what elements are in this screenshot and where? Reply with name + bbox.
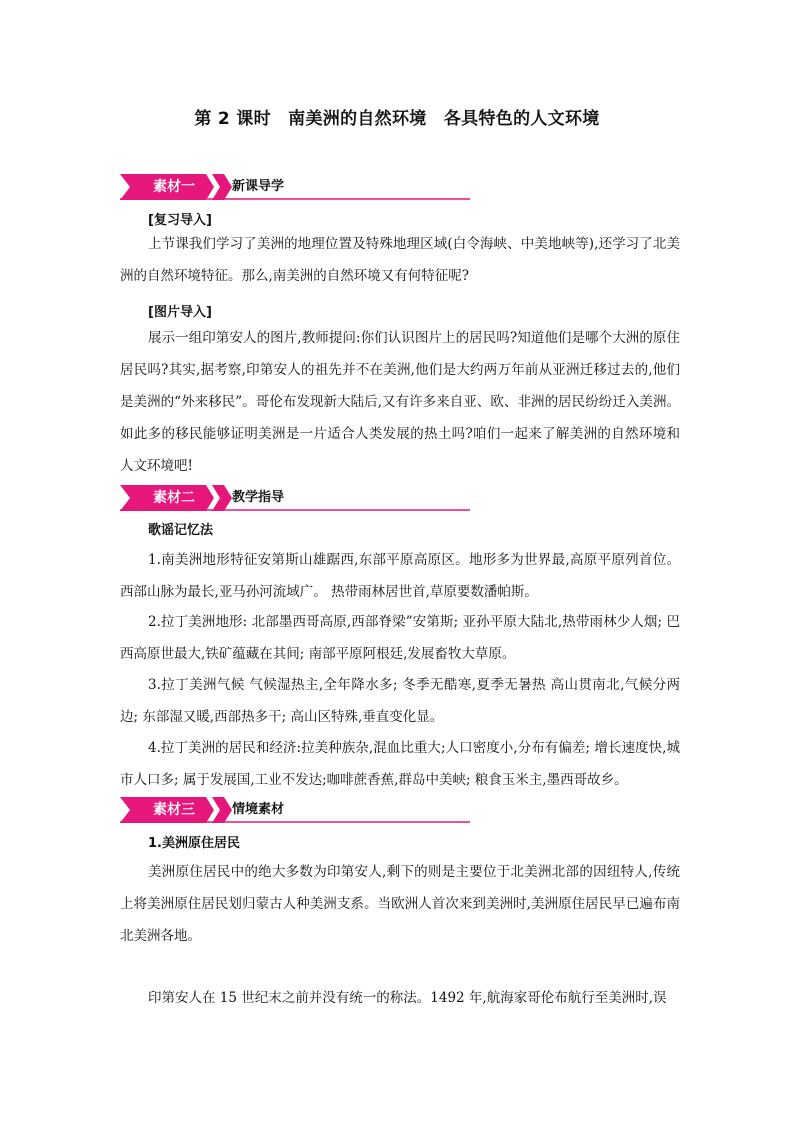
subhead-review-intro: [复习导入] bbox=[148, 213, 212, 228]
paragraph: 2.拉丁美洲地形: 北部墨西哥高原,西部脊梁”安第斯; 亚孙平原大陆北,热带雨林少人烟; 巴西高原世最大,铁矿蕴藏在其间; 南部平原阿根廷,发展畜牧大草原。 bbox=[120, 614, 680, 662]
section-heading: 新课导学 bbox=[232, 179, 285, 194]
paragraph: 印第安人在 15 世纪末之前并没有统一的称法。1492 年,航海家哥伦布航行至美洲时,误 bbox=[148, 990, 667, 1006]
section-heading: 情境素材 bbox=[232, 802, 285, 817]
section-banner-1 bbox=[120, 174, 680, 200]
subhead-native-residents: 1.美洲原住居民 bbox=[148, 836, 240, 851]
paragraph: 展示一组印第安人的图片,教师提问:你们认识图片上的居民吗?知道他们是哪个大洲的原住居民吗?其实,据考察,印第安人的祖先并不在美洲,他们是大约两万年前从亚洲迁移过去的,他们是美洲的“外来移民”。哥伦布发现新大陆后,又有许多来自亚、欧、非洲的居民纷纷迁入美洲。如此多的移民能够证明美洲是一片适合人类发展的热土吗?咱们一起来了解美洲的自然环境和人文环境吧! bbox=[120, 330, 680, 474]
section-tag: 素材二 bbox=[153, 490, 195, 506]
subhead-picture-intro: [图片导入] bbox=[148, 305, 212, 320]
section-tag: 素材三 bbox=[153, 802, 195, 818]
section-heading: 教学指导 bbox=[232, 490, 285, 505]
paragraph: 1.南美洲地形特征安第斯山雄踞西,东部平原高原区。地形多为世界最,高原平原列首位。西部山脉为最长,亚马孙河流域广。 热带雨林居世首,草原要数潘帕斯。 bbox=[120, 552, 680, 600]
paragraph: 上节课我们学习了美洲的地理位置及特殊地理区域(白令海峡、中美地峡等),还学习了北美洲的自然环境特征。那么,南美洲的自然环境又有何特征呢? bbox=[120, 236, 680, 284]
paragraph: 3.拉丁美洲气候 气候湿热主,全年降水多; 冬季无酷寒,夏季无暑热 高山贯南北,气候分两边; 东部湿又暖,西部热多干; 高山区特殊,垂直变化显。 bbox=[120, 677, 680, 725]
paragraph: 4.拉丁美洲的居民和经济:拉美种族杂,混血比重大;人口密度小,分布有偏差; 增长速度快,城市人口多; 属于发展国,工业不发达;咖啡蔗香蕉,群岛中美峡; 粮食玉米主,墨西哥故乡。 bbox=[120, 740, 680, 788]
section-banner-2 bbox=[120, 485, 680, 511]
section-tag: 素材一 bbox=[153, 179, 195, 195]
subhead-mnemonic: 歌谣记忆法 bbox=[148, 523, 214, 538]
section-banner-3 bbox=[120, 797, 680, 823]
paragraph: 美洲原住居民中的绝大多数为印第安人,剩下的则是主要位于北美洲北部的因纽特人,传统上将美洲原住居民划归蒙古人种美洲支系。当欧洲人首次来到美洲时,美洲原住居民早已遍布南北美洲各地。 bbox=[120, 864, 680, 944]
page-title: 第 2 课时 南美洲的自然环境 各具特色的人文环境 bbox=[194, 109, 600, 129]
